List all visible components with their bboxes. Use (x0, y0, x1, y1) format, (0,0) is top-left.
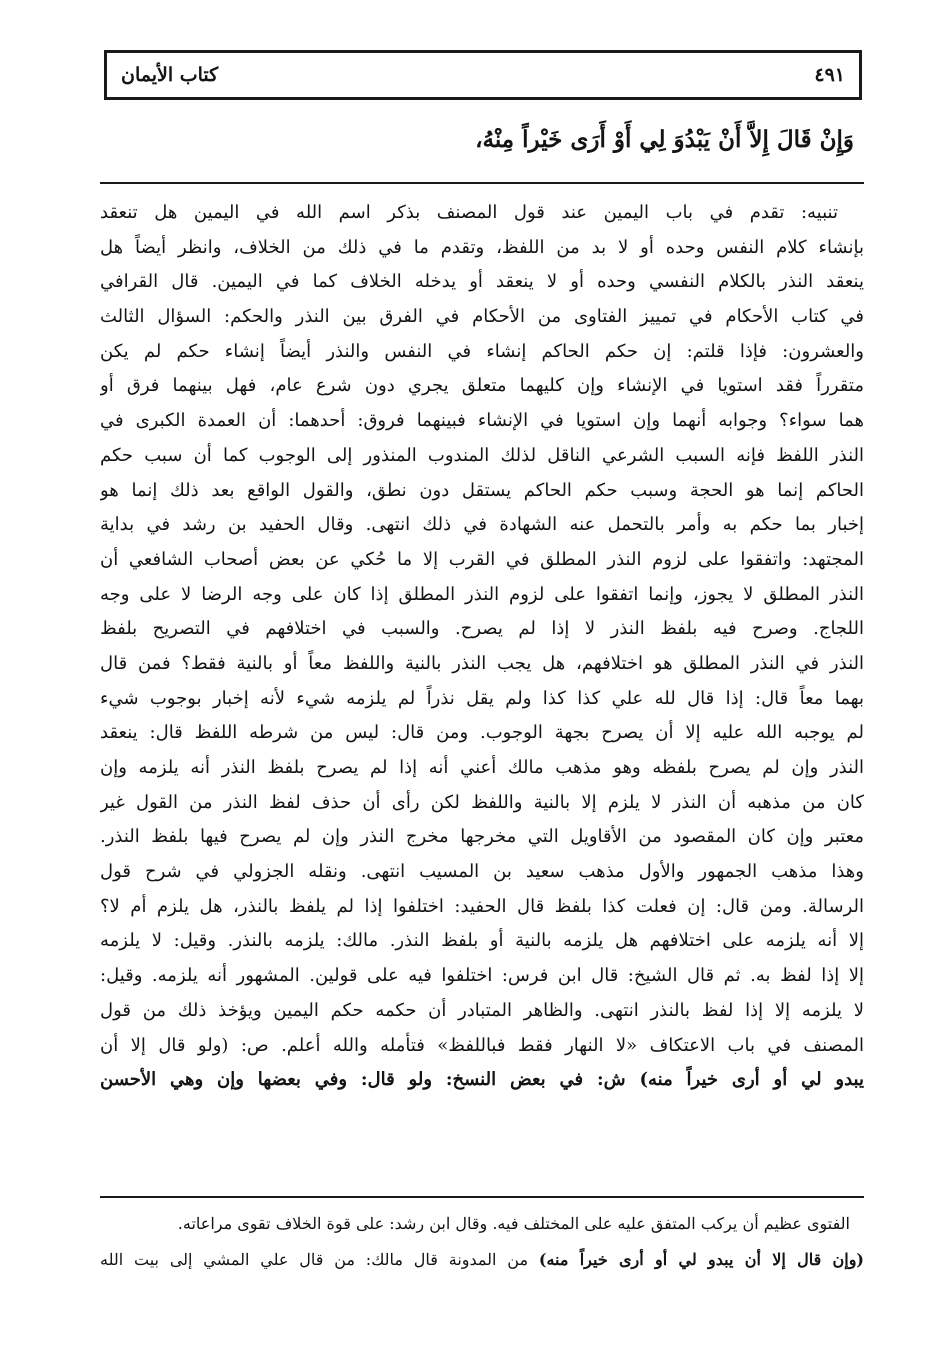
commentary-line: النذر اللفظ فإنه السبب الشرعي الناقل لذلك المندوب المنذور إلى الوجوب كما أن سبب حكم (100, 444, 864, 466)
commentary-line: إلا إذا لفظ به. ثم قال الشيخ: قال ابن فرس: اختلفوا فيه على قولين. المشهور أنه يلزمه. وقيل: (100, 965, 864, 987)
commentary-line: المجتهد: واتفقوا على لزوم النذر المطلق في القرب إلا ما حُكي عن بعض أصحاب الشافعي أن (100, 548, 864, 570)
commentary-line: إخبار بما حكم به وأمر بالتحمل عنه الشهادة في ذلك انتهى. وقال الحفيد بن رشد في بداية (100, 514, 864, 536)
commentary-line: النذر في النذر المطلق هو اختلافهم، هل يجب النذر بالنية واللفظ معاً أو بالنية فقط؟ فمن قال (100, 652, 864, 674)
commentary-line: والعشرون: فإذا قلتم: إن حكم الحاكم إنشاء في النفس والنذر أيضاً إنشاء حكم لم يكن (100, 340, 864, 362)
commentary-line: إلا أنه يلزمه على اختلافهم هل يلزمه بالنية أو بلفظ النذر. مالك: يلزمه بالنذر. وقيل: لا يلزمه (100, 930, 864, 952)
commentary-line: اللجاج. وصرح فيه بلفظ النذر لا إذا لم يصرح. والسبب في اختلافهم في التصريح بلفظ (100, 618, 864, 640)
commentary-line: كان من مذهبه أن النذر لا يلزم إلا بالنية واللفظ لكن رأى أن حذف لفظ النذر من القول غير (100, 791, 864, 813)
matn-text: وَإِنْ قَالَ إِلاَّ أَنْ يَبْدُوَ لِي أَوْ أَرَى خَيْراً مِنْهُ، (475, 126, 854, 153)
footnote-quote: (وإن قال إلا أن يبدو لي أو أرى خيراً منه) (538, 1250, 864, 1269)
footnote-text: من المدونة قال مالك: من قال علي المشي إلى بيت الله (100, 1250, 539, 1269)
commentary-line: النذر المطلق لا يجوز، وإنما اتفقوا على لزوم النذر المطلق إذا كان على وجه الرضا لا على وجه (100, 583, 864, 605)
divider-top (100, 182, 864, 184)
commentary-block (100, 196, 864, 1098)
running-header (104, 50, 862, 100)
commentary-line: تنبيه: تقدم في باب اليمين عند قول المصنف بذكر اسم الله في اليمين هل تنعقد (100, 202, 838, 223)
commentary-line: بإنشاء كلام النفس وحده أو لا بد من اللفظ، وتقدم ما في ذلك من الخلاف، وانظر أيضاً هل (100, 236, 864, 258)
book-title: كتاب الأيمان (121, 64, 219, 86)
footnote-block (100, 1206, 864, 1278)
divider-footnote (100, 1196, 864, 1198)
commentary-line: متقرراً فقد استويا في الإنشاء وإن كليهما متعلق يجري دون شرع عام، فهل بينهما فرق أو (100, 375, 864, 397)
footnote-line: الفتوى عظيم أن يركب المتفق عليه على المختلف فيه. وقال ابن رشد: على قوة الخلاف تقوى مراعاته. (177, 1214, 850, 1233)
commentary-line: المصنف في باب الاعتكاف «لا النهار فقط فباللفظ» فتأمله والله أعلم. ص: (ولو قال إلا أن (100, 1034, 864, 1056)
commentary-line: الحاكم إنما هو الحجة وسبب حكم الحاكم يستقل دون نطق، والقول الواقع بعد ذلك إنما هو (100, 479, 864, 501)
commentary-line: هما سواء؟ وجوابه أنهما وإن استويا في الإنشاء فبينهما فروق: أحدهما: أن العمدة الكبرى في (100, 410, 864, 432)
commentary-line: لم يوجبه الله عليه إلا أن يصرح بجهة الوجوب. ومن قال: ليس من شرطه اللفظ قال: ينعقد (100, 722, 864, 744)
commentary-line: بهما معاً قال: إذا قال لله علي كذا كذا ولم يقل نذراً لم يلزمه شيء لأنه إخبار بوجوب شيء (100, 687, 864, 709)
commentary-line: لا يلزمه إلا إذا لفظ بالنذر انتهى. والظاهر المتبادر أن حكمه حكم اليمين ويؤخذ ذلك من قول (100, 999, 864, 1021)
commentary-line: وهذا مذهب الجمهور والأول مذهب سعيد بن المسيب انتهى. ونقله الجزولي في شرح قول (100, 861, 864, 883)
commentary-line: الرسالة. ومن قال: إن فعلت كذا بلفظ قال الحفيد: اختلفوا إذا لم يلفظ بالنذر، هل يلزم أم لا؟ (100, 895, 864, 917)
footnote-line (100, 1242, 864, 1278)
commentary-line: ينعقد النذر بالكلام النفسي وحده أو لا ينعقد أو يدخله الخلاف كما في اليمين. قال القرافي (100, 271, 864, 293)
commentary-line: يبدو لي أو أرى خيراً منه) ش: في بعض النسخ: ولو قال: وفي بعضها وإن وهي الأحسن (100, 1069, 864, 1091)
page-number: ٤٩١ (814, 64, 845, 86)
commentary-line: في كتاب الأحكام في تمييز الفتاوى من الأحكام في الفرق بين النذر والحكم: السؤال الثالث (100, 306, 864, 328)
commentary-line: النذر وإن لم يصرح بلفظه وهو مذهب مالك أعني أنه إذا لم يصرح بلفظ النذر أنه يلزمه وإن (100, 757, 864, 778)
commentary-line: معتبر وإن كان المقصود من الأقاويل التي مخرجها مخرج النذر وإن لم يصرح فيها بلفظ النذر. (100, 826, 864, 848)
